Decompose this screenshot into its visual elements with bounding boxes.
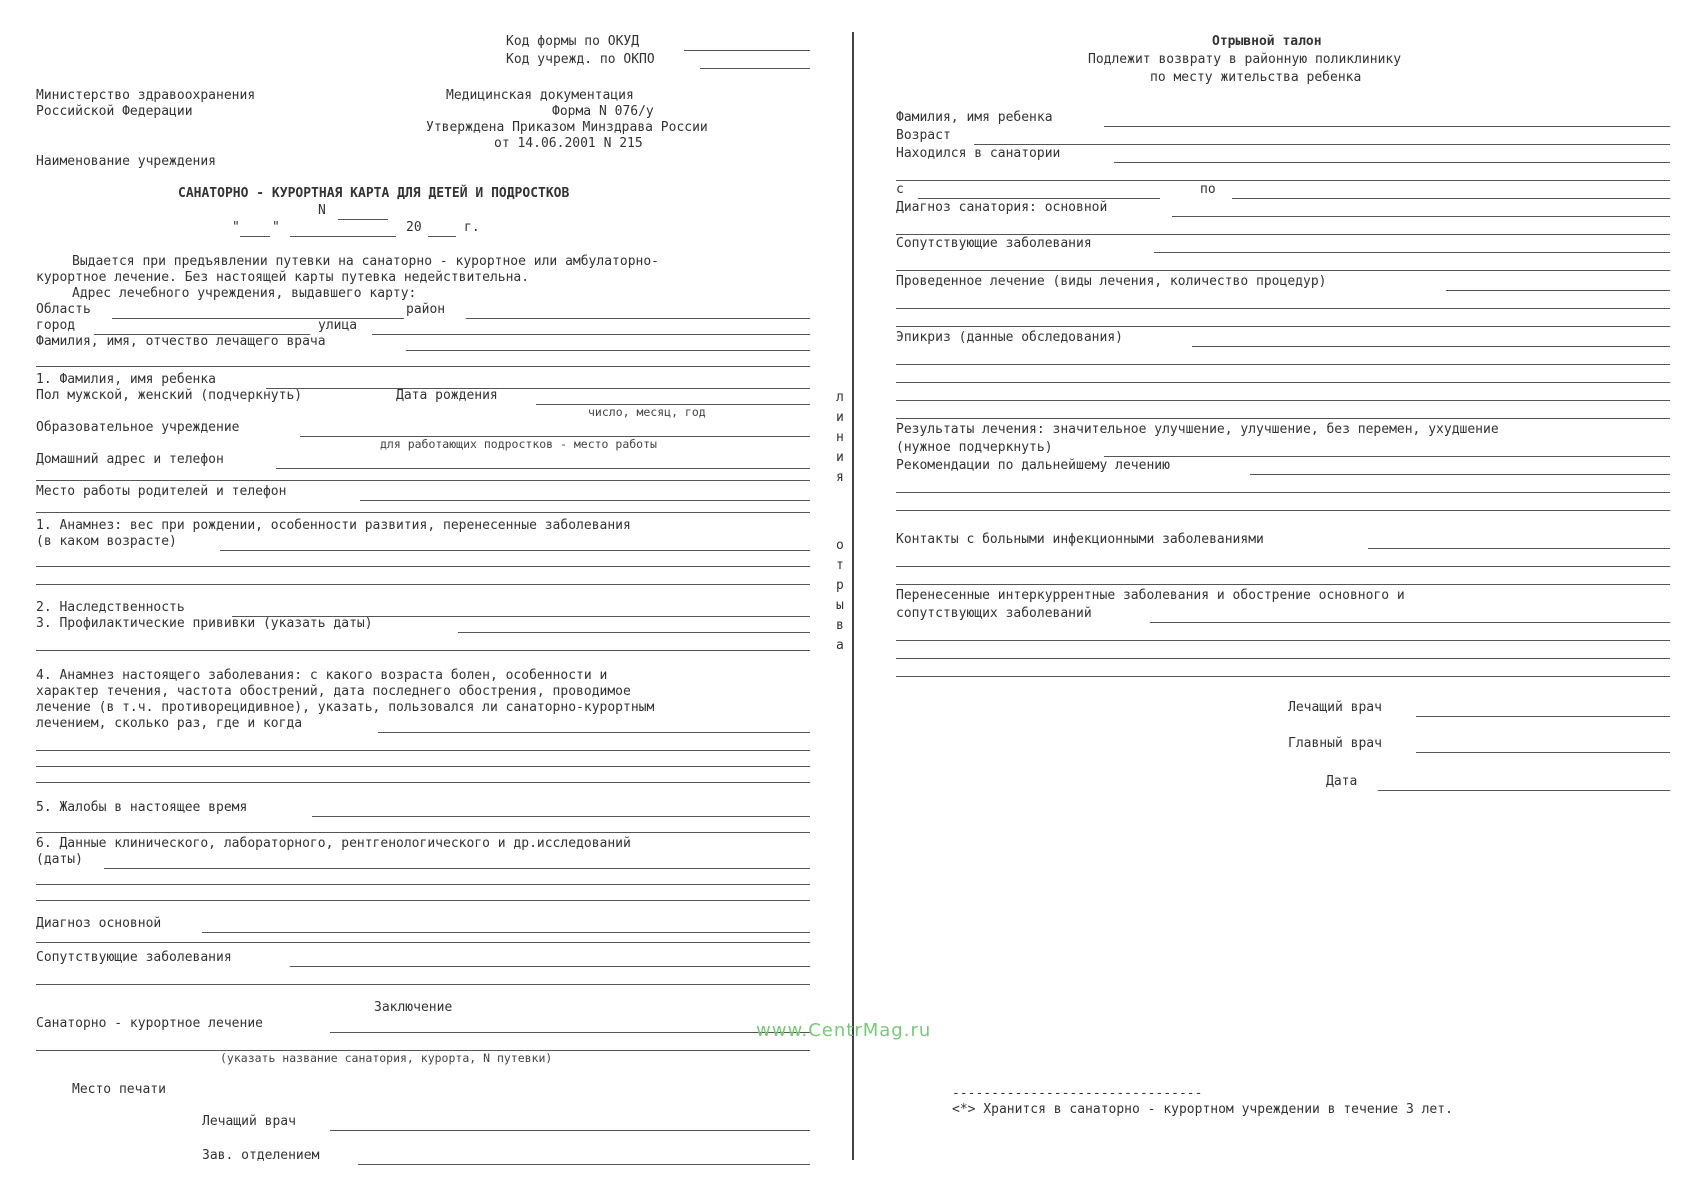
region-label: Область	[36, 302, 91, 317]
stub-date-field[interactable]	[1378, 790, 1670, 791]
stub-treatment-field-2[interactable]	[896, 308, 1670, 309]
sep-letter: и	[836, 410, 844, 425]
stub-epicrisis-field[interactable]	[1192, 346, 1670, 347]
stub-epicrisis-field-5[interactable]	[896, 418, 1670, 419]
anamnesis-field-2[interactable]	[36, 566, 810, 567]
street-field[interactable]	[372, 334, 810, 335]
stub-from-field[interactable]	[918, 198, 1160, 199]
head-dept-field[interactable]	[358, 1164, 810, 1165]
stub-contacts-label: Контакты с больными инфекционными заболеваниями	[896, 532, 1264, 547]
sep-letter: о	[836, 538, 844, 553]
birth-date-label: Дата рождения	[396, 388, 498, 403]
stub-epicrisis-field-2[interactable]	[896, 364, 1670, 365]
footnote-text: <*> Хранится в санаторно - курортном учреждении в течение 3 лет.	[952, 1102, 1453, 1117]
stub-results-field[interactable]	[1104, 456, 1670, 457]
stub-subtitle-line2: по месту жительства ребенка	[1150, 70, 1362, 85]
sep-letter: и	[836, 450, 844, 465]
research-field-2[interactable]	[36, 884, 810, 885]
med-doc-line1: Медицинская документация	[446, 88, 634, 103]
attending-doctor-label: Лечащий врач	[202, 1114, 296, 1129]
sep-letter: ы	[836, 598, 844, 613]
stub-recommend-label: Рекомендации по дальнейшему лечению	[896, 458, 1170, 473]
stub-age-field[interactable]	[974, 144, 1670, 145]
stub-epicrisis-label: Эпикриз (данные обследования)	[896, 330, 1123, 345]
institution-name-label: Наименование учреждения	[36, 154, 217, 169]
child-name-field[interactable]	[266, 388, 810, 389]
vaccinations-field[interactable]	[458, 632, 810, 633]
parents-work-label: Место работы родителей и телефон	[36, 484, 287, 499]
stub-was-in-field-2[interactable]	[896, 180, 1670, 181]
complaints-label: 5. Жалобы в настоящее время	[36, 800, 248, 815]
stub-contacts-field-3[interactable]	[896, 584, 1670, 585]
disease-line3: лечение (в т.ч. противорецидивное), указать, пользовался ли санаторно-курортным	[36, 700, 655, 715]
sep-letter: р	[836, 578, 844, 593]
stub-diag-main-label: Диагноз санатория: основной	[896, 200, 1108, 215]
spa-treatment-label: Санаторно - курортное лечение	[36, 1016, 263, 1031]
stub-intercurrent-field-4[interactable]	[896, 676, 1670, 677]
stub-child-name-label: Фамилия, имя ребенка	[896, 110, 1053, 125]
stub-diag-main-field[interactable]	[1172, 216, 1670, 217]
sep-letter: в	[836, 618, 844, 633]
date-year-field[interactable]	[428, 236, 456, 237]
stamp-label: Место печати	[72, 1082, 166, 1097]
anamnesis-line1: 1. Анамнез: вес при рождении, особенности развития, перенесенные заболевания	[36, 518, 631, 533]
sep-letter: т	[836, 558, 844, 573]
research-line1: 6. Данные клинического, лабораторного, рентгенологического и др.исследований	[36, 836, 631, 851]
anamnesis-line2: (в каком возрасте)	[36, 534, 177, 549]
stub-intercurrent-field-2[interactable]	[896, 640, 1670, 641]
research-line2: (даты)	[36, 852, 83, 867]
attending-doctor-field[interactable]	[330, 1130, 810, 1131]
sep-letter: я	[836, 470, 844, 485]
education-label: Образовательное учреждение	[36, 420, 240, 435]
stub-comorbid-label: Сопутствующие заболевания	[896, 236, 1092, 251]
stub-to-label: по	[1200, 182, 1216, 197]
sep-letter: н	[836, 430, 844, 445]
address-heading: Адрес лечебного учреждения, выдавшего карту:	[72, 286, 417, 301]
diagnosis-main-label: Диагноз основной	[36, 916, 162, 931]
vaccinations-label: 3. Профилактические прививки (указать даты)	[36, 616, 373, 631]
research-field[interactable]	[104, 868, 810, 869]
disease-field-2[interactable]	[36, 750, 810, 751]
research-field-3[interactable]	[36, 900, 810, 901]
street-label: улица	[318, 318, 358, 333]
stub-was-in-label: Находился в санатории	[896, 146, 1061, 161]
region-field[interactable]	[112, 318, 404, 319]
form-title: САНАТОРНО - КУРОРТНАЯ КАРТА ДЛЯ ДЕТЕЙ И ПОДРОСТКОВ	[178, 186, 570, 201]
okpo-label: Код учрежд. по ОКПО	[506, 52, 655, 67]
comorbid-label: Сопутствующие заболевания	[36, 950, 232, 965]
spa-treatment-field[interactable]	[330, 1032, 810, 1033]
diagnosis-main-field[interactable]	[202, 932, 810, 933]
number-field[interactable]	[338, 219, 388, 220]
anamnesis-field-3[interactable]	[36, 584, 810, 585]
stub-comorbid-field-2[interactable]	[896, 270, 1670, 271]
disease-line2: характер течения, частота обострений, дата последнего обострения, проводимое	[36, 684, 631, 699]
intro-line1: Выдается при предъявлении путевки на санаторно - курортное или амбулаторно-	[72, 254, 659, 269]
ministry-line2: Российской Федерации	[36, 104, 193, 119]
complaints-field-2[interactable]	[36, 832, 810, 833]
head-dept-label: Зав. отделением	[202, 1148, 320, 1163]
stub-recommend-field-3[interactable]	[896, 510, 1670, 511]
education-hint: для работающих подростков - место работы	[380, 437, 657, 451]
stub-intercurrent-line1: Перенесенные интеркуррентные заболевания и обострение основного и	[896, 588, 1405, 603]
stub-intercurrent-line2: сопутствующих заболеваний	[896, 606, 1092, 621]
stub-subtitle-line1: Подлежит возврату в районную поликлинику	[1088, 52, 1402, 67]
med-doc-line2: Форма N 076/у	[552, 104, 654, 119]
ministry-line1: Министерство здравоохранения	[36, 88, 256, 103]
stub-attending-field[interactable]	[1416, 716, 1670, 717]
stub-title: Отрывной талон	[1212, 34, 1322, 49]
stub-intercurrent-field-3[interactable]	[896, 658, 1670, 659]
stub-treatment-field[interactable]	[1446, 290, 1670, 291]
footnote-dashes: --------------------------------	[952, 1086, 1203, 1101]
stub-contacts-field[interactable]	[1368, 548, 1670, 549]
heredity-label: 2. Наследственность	[36, 600, 185, 615]
disease-field-3[interactable]	[36, 766, 810, 767]
stub-age-label: Возраст	[896, 128, 951, 143]
stub-results-line1: Результаты лечения: значительное улучшение, улучшение, без перемен, ухудшение	[896, 422, 1499, 437]
okpo-field[interactable]	[700, 68, 810, 69]
stub-recommend-field-2[interactable]	[896, 492, 1670, 493]
child-name-label: 1. Фамилия, имя ребенка	[36, 372, 217, 387]
stub-results-line2: (нужное подчеркнуть)	[896, 440, 1053, 455]
date-day-field[interactable]	[240, 236, 270, 237]
sep-letter: а	[836, 638, 844, 653]
city-label: город	[36, 318, 76, 333]
number-label: N	[318, 203, 326, 218]
spa-treatment-hint: (указать название санатория, курорта, N путевки)	[220, 1051, 553, 1065]
stub-was-in-field[interactable]	[1114, 162, 1670, 163]
stub-intercurrent-field[interactable]	[1150, 622, 1670, 623]
vaccinations-field-2[interactable]	[36, 650, 810, 651]
stub-contacts-field-2[interactable]	[896, 566, 1670, 567]
district-label: район	[406, 302, 446, 317]
okud-label: Код формы по ОКУД	[506, 34, 640, 49]
stub-epicrisis-field-4[interactable]	[896, 400, 1670, 401]
med-doc-line4: от 14.06.2001 N 215	[494, 136, 643, 151]
doctor-name-field[interactable]	[406, 350, 810, 351]
home-address-field-2[interactable]	[36, 480, 810, 481]
stub-recommend-field[interactable]	[1250, 474, 1670, 475]
comorbid-field[interactable]	[290, 966, 810, 967]
comorbid-field-2[interactable]	[36, 984, 810, 985]
tear-off-line	[852, 32, 854, 1160]
diagnosis-main-field-2[interactable]	[36, 942, 810, 943]
date-quote-close: "	[272, 220, 280, 235]
home-address-label: Домашний адрес и телефон	[36, 452, 224, 467]
doctor-name-label: Фамилия, имя, отчество лечащего врача	[36, 334, 326, 349]
stub-date-label: Дата	[1326, 774, 1358, 789]
stub-chief-field[interactable]	[1416, 752, 1670, 753]
parents-work-field[interactable]	[360, 500, 810, 501]
stub-comorbid-field[interactable]	[1154, 252, 1670, 253]
gender-label: Пол мужской, женский (подчеркнуть)	[36, 388, 303, 403]
doctor-name-field-2[interactable]	[36, 366, 810, 367]
complaints-field[interactable]	[312, 816, 810, 817]
home-address-field[interactable]	[276, 468, 810, 469]
stub-diag-main-field-2[interactable]	[896, 234, 1670, 235]
okud-field[interactable]	[684, 50, 810, 51]
anamnesis-field[interactable]	[220, 550, 810, 551]
district-field[interactable]	[466, 318, 810, 319]
stub-child-name-field[interactable]	[1104, 126, 1670, 127]
med-doc-line3: Утверждена Приказом Минздрава России	[426, 120, 708, 135]
birth-date-hint: число, месяц, год	[588, 405, 706, 419]
stub-treatment-label: Проведенное лечение (виды лечения, количество процедур)	[896, 274, 1327, 289]
stub-epicrisis-field-3[interactable]	[896, 382, 1670, 383]
stub-to-field[interactable]	[1232, 198, 1670, 199]
disease-field[interactable]	[378, 732, 810, 733]
parents-work-field-2[interactable]	[36, 512, 810, 513]
stub-treatment-field-3[interactable]	[896, 326, 1670, 327]
watermark: www.CentrMag.ru	[756, 1020, 932, 1041]
disease-line1: 4. Анамнез настоящего заболевания: с какого возраста болен, особенности и	[36, 668, 608, 683]
stub-from-label: с	[896, 182, 904, 197]
conclusion-heading: Заключение	[374, 1000, 453, 1015]
date-year-suffix: г.	[464, 220, 480, 235]
date-month-field[interactable]	[290, 236, 396, 237]
disease-line4: лечением, сколько раз, где и когда	[36, 716, 303, 731]
stub-chief-label: Главный врач	[1288, 736, 1382, 751]
intro-line2: курортное лечение. Без настоящей карты путевка недействительна.	[36, 270, 530, 285]
date-quote-open: "	[232, 220, 240, 235]
date-year-label: 20	[406, 220, 422, 235]
sep-letter: л	[836, 390, 844, 405]
stub-attending-label: Лечащий врач	[1288, 700, 1382, 715]
disease-field-4[interactable]	[36, 782, 810, 783]
